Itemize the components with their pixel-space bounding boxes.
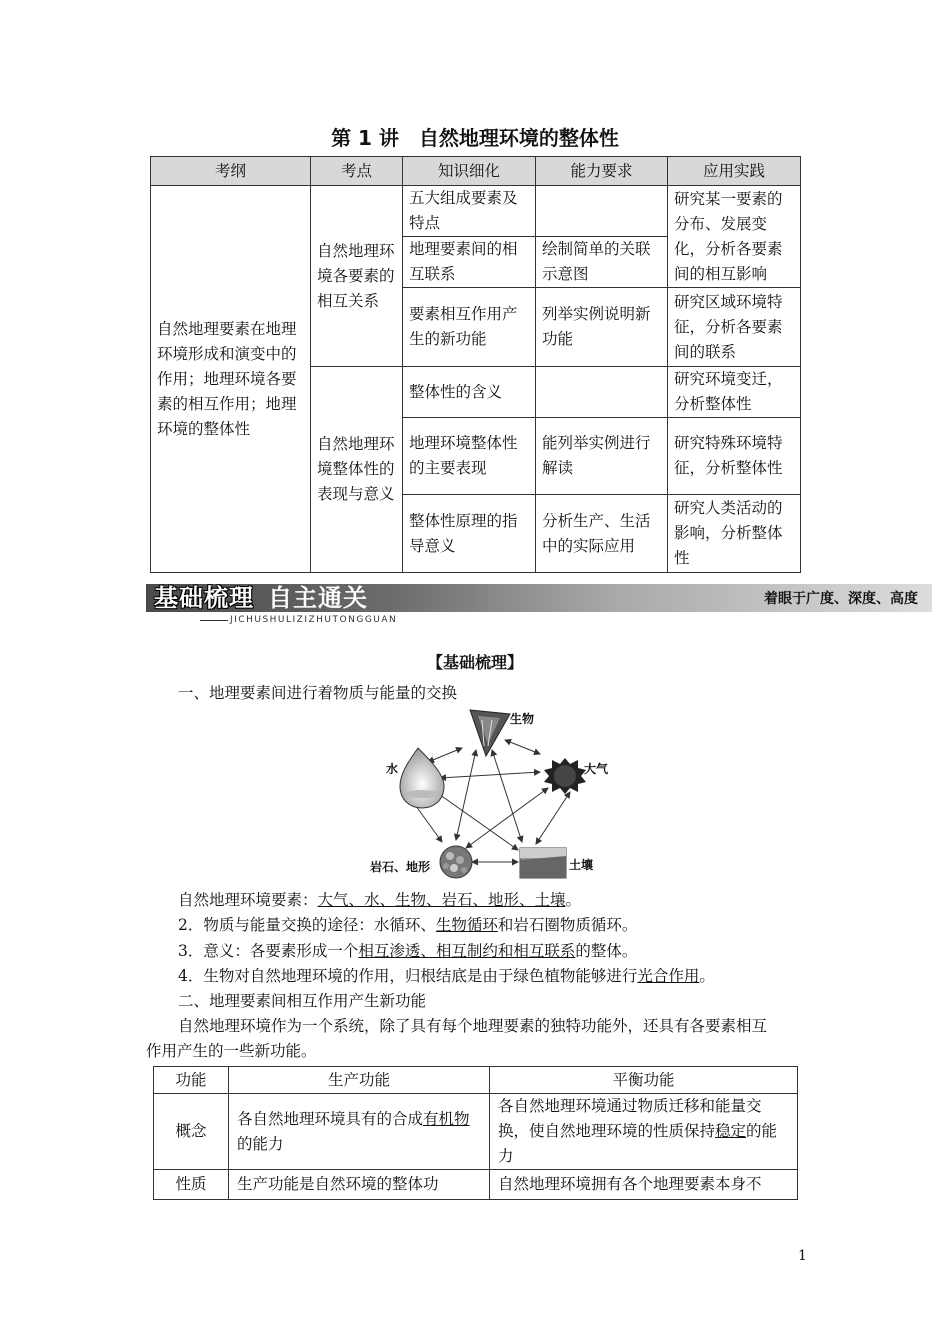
ability-cell: 列举实例说明新功能	[536, 288, 668, 367]
section-banner	[146, 584, 932, 628]
soil-icon	[520, 848, 566, 878]
underlined-answer: 大气、水、生物、岩石、地形、土壤	[317, 891, 566, 909]
para-significance	[178, 940, 637, 962]
balance-nature: 自然地理环境拥有各个地理要素本身不	[490, 1170, 798, 1200]
header-balance: 平衡功能	[490, 1067, 798, 1094]
balance-concept	[490, 1094, 798, 1170]
detail-cell: 整体性的含义	[403, 367, 536, 418]
header-ability: 能力要求	[536, 157, 668, 186]
text: 3．意义：各要素形成一个	[178, 942, 359, 960]
header-production: 生产功能	[229, 1067, 490, 1094]
banner-divider	[200, 620, 228, 621]
text: 的能力	[237, 1134, 284, 1153]
text: 的能力	[498, 1122, 778, 1165]
syllabus-table	[150, 156, 801, 573]
production-nature: 生产功能是自然环境的整体功	[229, 1170, 490, 1200]
detail-cell: 五大组成要素及特点	[403, 186, 536, 237]
row-label: 性质	[154, 1170, 229, 1200]
text: 。	[565, 891, 582, 909]
header-syllabus: 考纲	[151, 157, 311, 186]
production-concept	[229, 1094, 490, 1170]
text: 。	[699, 967, 715, 985]
element-exchange-diagram	[360, 700, 620, 885]
ability-cell	[536, 186, 668, 237]
function-table	[153, 1066, 798, 1200]
detail-cell: 地理要素间的相互联系	[403, 237, 536, 288]
table-header-row	[151, 157, 801, 186]
ability-cell: 绘制简单的关联示意图	[536, 237, 668, 288]
para-exchange-paths	[178, 914, 637, 936]
header-practice: 应用实践	[668, 157, 801, 186]
practice-cell: 研究环境变迁，分析整体性	[668, 367, 801, 418]
underlined-answer: 相互渗透、相互制约和相互联系	[358, 942, 576, 960]
text: 自然地理环境要素：	[178, 891, 318, 909]
detail-cell: 整体性原理的指导意义	[403, 495, 536, 573]
ability-cell	[536, 367, 668, 418]
label-water: 水	[386, 762, 399, 776]
section-heading: 【基础梳理】	[426, 653, 523, 672]
banner-pinyin: JICHUSHULIZIZHUTONGGUAN	[230, 615, 398, 625]
table-row	[154, 1170, 798, 1200]
page-title: 第 1 讲 自然地理环境的整体性	[331, 126, 619, 150]
underlined-answer: 生物循环	[435, 916, 498, 934]
table-header-row	[154, 1067, 798, 1094]
page-number: 1	[798, 1248, 807, 1264]
sec2-para-line2: 作用产生的一些新功能。	[146, 1042, 317, 1060]
text: 2．物质与能量交换的途径：水循环、	[178, 916, 436, 934]
bio-icon	[470, 710, 510, 756]
practice-cell: 研究某一要素的分布、发展变化，分析各要素间的相互影响	[668, 186, 801, 288]
syllabus-cell: 自然地理要素在地理环境形成和演变中的作用；地理环境各要素的相互作用；地理环境的整体性	[151, 186, 311, 573]
para-elements	[178, 889, 581, 911]
text: 4．生物对自然地理环境的作用，归根结底是由于绿色植物能够进行	[178, 967, 638, 985]
practice-cell: 研究特殊环境特征，分析整体性	[668, 418, 801, 495]
ability-cell: 能列举实例进行解读	[536, 418, 668, 495]
underlined-answer: 稳定	[715, 1122, 747, 1140]
rock-icon	[440, 846, 472, 878]
point-cell-1: 自然地理环境各要素的相互关系	[311, 186, 403, 367]
air-icon	[544, 758, 586, 794]
sec2-para-line1: 自然地理环境作为一个系统，除了具有每个地理要素的独特功能外，还具有各要素相互	[178, 1017, 768, 1035]
table-row	[154, 1094, 798, 1170]
practice-cell: 研究人类活动的影响，分析整体性	[668, 495, 801, 573]
sec1-title: 一、地理要素间进行着物质与能量的交换	[178, 684, 458, 702]
label-air: 大气	[584, 762, 609, 776]
underlined-answer: 有机物	[423, 1109, 470, 1128]
underlined-answer: 光合作用	[637, 967, 700, 985]
banner-slogan: 着眼于广度、深度、高度	[764, 591, 918, 607]
label-bio: 生物	[510, 712, 535, 726]
label-rock: 岩石、地形	[370, 860, 431, 874]
header-function: 功能	[154, 1067, 229, 1094]
sec2-title: 二、地理要素间相互作用产生新功能	[178, 992, 427, 1010]
point-cell-2: 自然地理环境整体性的表现与意义	[311, 367, 403, 573]
para-biology	[178, 965, 715, 987]
text: 和岩石圈物质循环。	[497, 916, 638, 934]
text: 各自然地理环境具有的合成	[237, 1109, 424, 1128]
text: 各自然地理环境通过物质迁移和能量交换，使自然地理环境的性质保持	[498, 1097, 762, 1140]
water-icon	[400, 748, 444, 808]
row-label: 概念	[154, 1094, 229, 1170]
header-point: 考点	[311, 157, 403, 186]
ability-cell: 分析生产、生活中的实际应用	[536, 495, 668, 573]
banner-second-text: 自主通关	[268, 584, 368, 612]
detail-cell: 地理环境整体性的主要表现	[403, 418, 536, 495]
banner-main-text: 基础梳理	[154, 584, 254, 612]
text: 的整体。	[575, 942, 638, 960]
practice-cell: 研究区域环境特征，分析各要素间的联系	[668, 288, 801, 367]
detail-cell: 要素相互作用产生的新功能	[403, 288, 536, 367]
table-row	[151, 186, 801, 237]
label-soil: 土壤	[569, 858, 594, 872]
header-detail: 知识细化	[403, 157, 536, 186]
